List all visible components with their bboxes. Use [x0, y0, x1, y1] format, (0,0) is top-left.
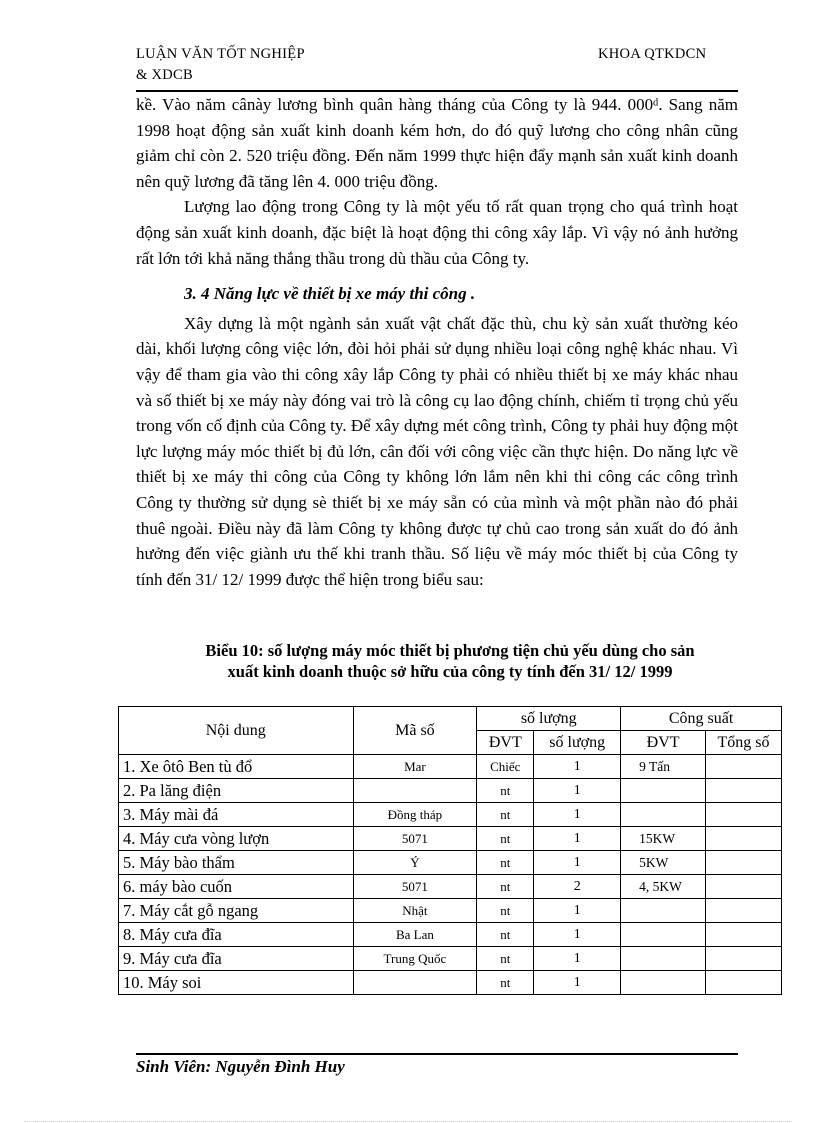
header-quantity-group: số lượng: [477, 707, 621, 731]
cell-unit: nt: [477, 827, 534, 851]
cell-total: [706, 827, 782, 851]
cell-unit: nt: [477, 899, 534, 923]
cell-name: 1. Xe ôtô Ben tù đổ: [119, 755, 354, 779]
table-row: [119, 779, 782, 803]
cell-capacity: [621, 779, 706, 803]
cell-name: 3. Máy mài đá: [119, 803, 354, 827]
footer-divider: [136, 1053, 738, 1055]
cell-name: 2. Pa lăng điện: [119, 779, 354, 803]
caption-line2: xuất kinh doanh thuộc sở hữu của công ty tính đến 31/ 12/ 1999: [227, 662, 673, 681]
cell-code: [353, 971, 477, 995]
cell-code: Mar: [353, 755, 477, 779]
equipment-table: [118, 706, 782, 995]
paragraph-2: Lượng lao động trong Công ty là một yếu tố rất quan trọng cho quá trình hoạt động sản xuất kinh doanh, đặc biệt là hoạt động thi công xây lắp. Vì vậy nó ảnh hưởng rất lớn tới khả năng thắng thầu trong dù thầu của Công ty.: [136, 197, 738, 268]
header-right: KHOA QTKDCN: [598, 46, 707, 62]
table-row: [119, 899, 782, 923]
cell-capacity: 5KW: [621, 851, 706, 875]
paragraph-1: kề. Vào năm cânày lương bình quân hàng tháng của Công ty là 944. 000ᵈ. Sang năm 1998 hoạt động sản xuất kinh doanh kém hơn, do đó quỹ lương cho công nhân cũng giảm chỉ còn 2. 520 triệu đồng. Đến năm 1999 thực hiện đẩy mạnh sản xuất kinh doanh nên quỹ lương đã tăng lên 4. 000 triệu đồng.: [136, 95, 738, 191]
cell-total: [706, 899, 782, 923]
cell-capacity: [621, 947, 706, 971]
cell-unit: nt: [477, 851, 534, 875]
cell-code: Đồng tháp: [353, 803, 477, 827]
cell-total: [706, 923, 782, 947]
table-row: [119, 971, 782, 995]
cell-code: 5071: [353, 827, 477, 851]
header-code: Mã số: [353, 707, 477, 755]
table-body: [119, 755, 782, 995]
cell-unit: nt: [477, 923, 534, 947]
cell-total: [706, 971, 782, 995]
table-row: [119, 851, 782, 875]
cell-unit: nt: [477, 803, 534, 827]
cell-quantity: 1: [534, 803, 621, 827]
cell-total: [706, 779, 782, 803]
cell-unit: nt: [477, 875, 534, 899]
cell-capacity: 4, 5KW: [621, 875, 706, 899]
cell-code: Trung Quốc: [353, 947, 477, 971]
cell-unit: Chiếc: [477, 755, 534, 779]
header-left-line1: LUẬN VĂN TỐT NGHIỆP: [136, 46, 305, 62]
cell-code: 5071: [353, 875, 477, 899]
cell-total: [706, 851, 782, 875]
cell-total: [706, 803, 782, 827]
section-heading: 3. 4 Năng lực về thiết bị xe máy thi công .: [184, 284, 476, 304]
cell-quantity: 1: [534, 899, 621, 923]
cell-capacity: 9 Tấn: [621, 755, 706, 779]
cell-total: [706, 755, 782, 779]
cell-quantity: 1: [534, 947, 621, 971]
cell-total: [706, 875, 782, 899]
header-total: Tổng số: [706, 731, 782, 755]
cell-name: 4. Máy cưa vòng lượn: [119, 827, 354, 851]
table-row: [119, 947, 782, 971]
header-capacity-group: Công suất: [621, 707, 782, 731]
cell-code: Nhật: [353, 899, 477, 923]
header-cap-unit: ĐVT: [621, 731, 706, 755]
page-bottom-edge: [24, 1121, 792, 1122]
cell-code: Ý: [353, 851, 477, 875]
cell-unit: nt: [477, 971, 534, 995]
table-row: [119, 803, 782, 827]
cell-capacity: 15KW: [621, 827, 706, 851]
header-unit: ĐVT: [477, 731, 534, 755]
cell-quantity: 1: [534, 923, 621, 947]
footer-student: Sinh Viên: Nguyễn Đình Huy: [136, 1057, 345, 1076]
caption-line1: Biểu 10: số lượng máy móc thiết bị phương tiện chủ yếu dùng cho sản: [205, 641, 695, 660]
cell-unit: nt: [477, 947, 534, 971]
cell-unit: nt: [477, 779, 534, 803]
table-header-row-1: [119, 707, 782, 731]
table-row: [119, 923, 782, 947]
cell-quantity: 1: [534, 755, 621, 779]
paragraph-3: Xây dựng là một ngành sản xuất vật chất đặc thù, chu kỳ sản xuất thường kéo dài, khối lượng công việc lớn, đòi hỏi phải sử dụng nhiều loại công nghệ khác nhau. Vì vậy để tham gia vào thi công xây lắp Công ty phải có nhiều thiết bị xe máy khác nhau và số thiết bị xe máy này đóng vai trò là công cụ lao động chính, chiếm tỉ trọng chủ yếu trong vốn cố định của Công ty. Để xây dựng mét công trình, Công ty phải huy động một lực lượng máy móc thiết bị đủ lớn, cân đối với công việc cần thực hiện. Do năng lực về thiết bị xe máy thi công của Công ty không lớn lắm nên khi thi công các công trình Công ty thường sử dụng sè thiết bị xe máy sẵn có của mình và một phần nào đó phải thuê ngoài. Điều này đã làm Công ty không được tự chủ cao trong sản xuất do đó ảnh hưởng đến việc giành ưu thế khi tranh thầu. Số liệu về máy móc thiết bị của Công ty tính đến 31/ 12/ 1999 được thể hiện trong biểu sau:: [136, 313, 738, 589]
cell-name: 6. máy bào cuốn: [119, 875, 354, 899]
cell-capacity: [621, 923, 706, 947]
header-left: [136, 44, 305, 86]
header-content: Nội dung: [119, 707, 354, 755]
cell-capacity: [621, 971, 706, 995]
cell-name: 8. Máy cưa đĩa: [119, 923, 354, 947]
cell-quantity: 1: [534, 851, 621, 875]
cell-quantity: 1: [534, 827, 621, 851]
cell-quantity: 1: [534, 779, 621, 803]
cell-name: 5. Máy bào thẩm: [119, 851, 354, 875]
cell-quantity: 1: [534, 971, 621, 995]
cell-name: 9. Máy cưa đĩa: [119, 947, 354, 971]
cell-code: [353, 779, 477, 803]
cell-name: 7. Máy cắt gỗ ngang: [119, 899, 354, 923]
cell-capacity: [621, 899, 706, 923]
table-caption: [118, 640, 782, 682]
table-row: [119, 827, 782, 851]
document-body: [136, 92, 738, 592]
table-row: [119, 755, 782, 779]
cell-total: [706, 947, 782, 971]
header-left-line2: & XDCB: [136, 67, 193, 83]
cell-code: Ba Lan: [353, 923, 477, 947]
cell-quantity: 2: [534, 875, 621, 899]
cell-name: 10. Máy soi: [119, 971, 354, 995]
cell-capacity: [621, 803, 706, 827]
table-row: [119, 875, 782, 899]
header-quantity: số lượng: [534, 731, 621, 755]
